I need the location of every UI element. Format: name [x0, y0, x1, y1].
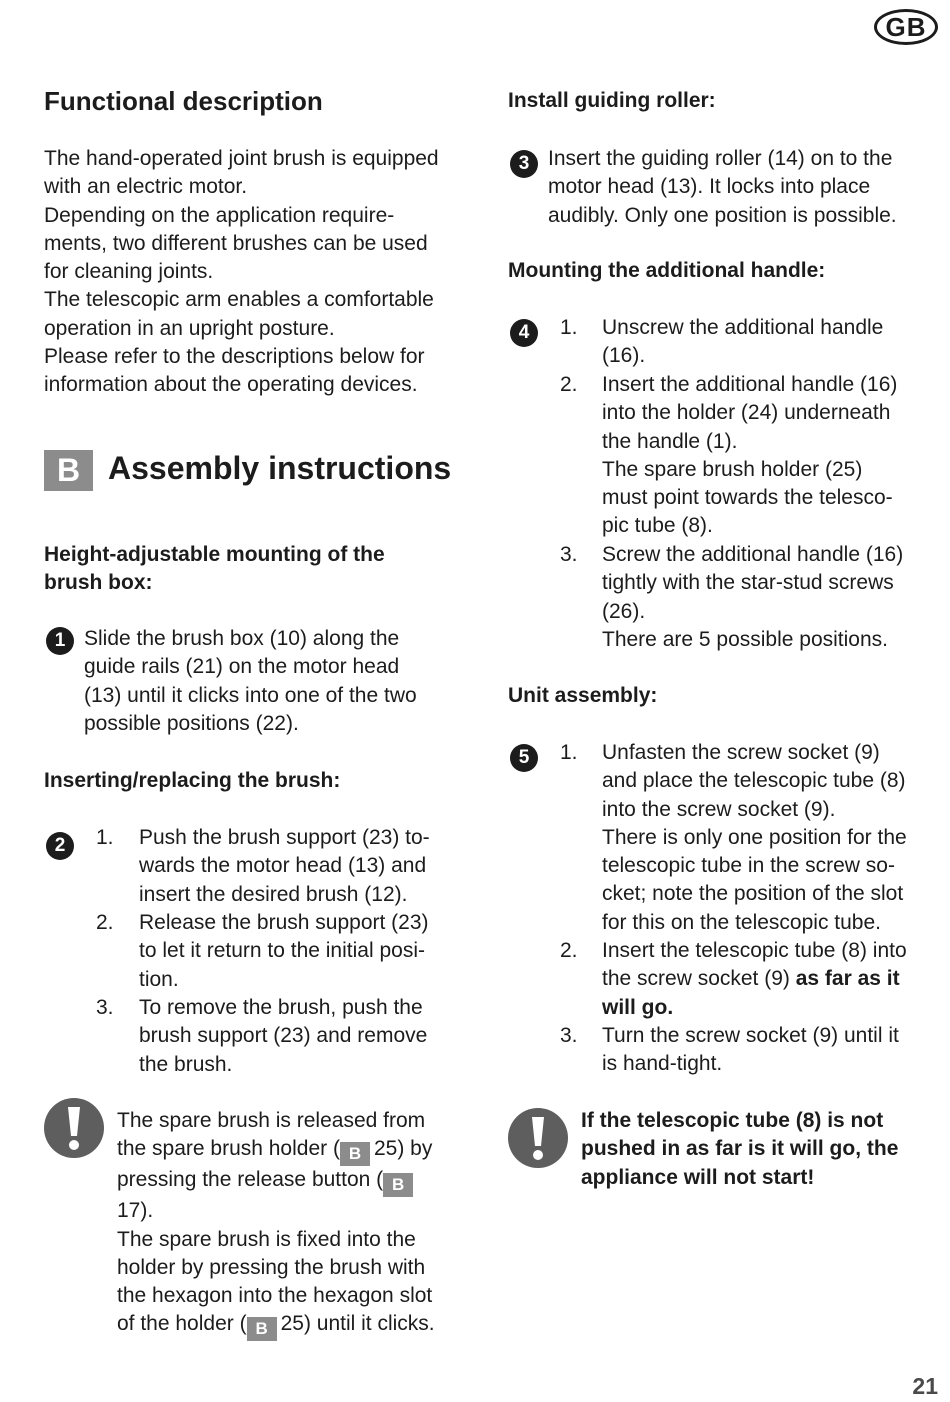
- list-number: 1.: [96, 826, 114, 849]
- text-line: Insert the telescopic tube (8) into: [602, 939, 907, 962]
- list-number: 3.: [96, 996, 114, 1019]
- text-fragment: the spare brush holder (: [117, 1137, 340, 1161]
- list-number: 2.: [96, 911, 114, 934]
- text-fragment: of the holder (: [117, 1312, 247, 1336]
- list-number: 1.: [560, 316, 578, 339]
- list-item-text: [602, 1022, 899, 1079]
- step-4-badge: 4: [510, 319, 538, 347]
- step-3-text: [548, 145, 897, 230]
- text-line: [602, 965, 907, 993]
- text-line: possible positions (22).: [84, 711, 299, 735]
- list-item-text: [139, 909, 429, 994]
- text-line: pushed in as far is it will go, the: [581, 1137, 899, 1161]
- text-fragment: 25) until it clicks.: [280, 1312, 435, 1336]
- text-fragment: the screw socket (9): [602, 967, 796, 991]
- list-item-text: [139, 994, 427, 1079]
- text-line: Unfasten the screw socket (9): [602, 741, 880, 764]
- list-number: 2.: [560, 373, 578, 396]
- text-line: Insert the guiding roller (14) on to the: [548, 147, 893, 170]
- text-line: [117, 1135, 435, 1166]
- list-number: 1.: [560, 741, 578, 764]
- heading-line: Height-adjustable mounting of the: [44, 543, 385, 566]
- step-2-badge: 2: [46, 832, 74, 860]
- emphasis-line: will go.: [602, 995, 674, 1019]
- text-line: The spare brush holder (25): [602, 457, 863, 481]
- heading-line: brush box:: [44, 571, 153, 595]
- step-5-badge: 5: [510, 744, 538, 772]
- text-line: the brush.: [139, 1052, 233, 1076]
- exclamation-warning-icon: [508, 1108, 568, 1168]
- text-line: holder by pressing the brush with: [117, 1255, 426, 1279]
- text-line: (26).: [602, 599, 646, 623]
- text-line: The telescopic arm enables a comfortable: [44, 288, 434, 312]
- text-line: audibly. Only one position is possible.: [548, 203, 897, 227]
- text-line: for this on the telescopic tube.: [602, 910, 881, 934]
- text-line: The spare brush is released from: [117, 1109, 426, 1132]
- list-item-text: [139, 824, 430, 909]
- text-line: brush support (23) and remove: [139, 1024, 428, 1048]
- height-adjustable-title: [44, 541, 385, 598]
- text-line: guide rails (21) on the motor head: [84, 655, 400, 679]
- text-line: Insert the additional handle (16): [602, 373, 898, 396]
- list-item-text: [602, 314, 883, 371]
- text-line: to let it return to the initial posi-: [139, 939, 425, 963]
- page-number: 21: [912, 1373, 938, 1399]
- figure-b-ref-icon: B: [383, 1173, 413, 1197]
- functional-description-text: [44, 145, 484, 400]
- text-line: (16).: [602, 344, 646, 368]
- text-line: Push the brush support (23) to-: [139, 826, 430, 849]
- text-line: To remove the brush, push the: [139, 996, 423, 1019]
- text-line: and place the telescopic tube (8): [602, 769, 906, 793]
- text-line: 17).: [117, 1199, 154, 1223]
- text-line: Unscrew the additional handle: [602, 316, 884, 339]
- text-line: into the holder (24) underneath: [602, 401, 891, 425]
- text-line: If the telescopic tube (8) is not: [581, 1109, 884, 1132]
- text-line: for cleaning joints.: [44, 260, 214, 284]
- text-line: operation in an upright posture.: [44, 316, 335, 340]
- text-line: must point towards the telesco-: [602, 486, 893, 510]
- text-line: tightly with the star-stud screws: [602, 571, 894, 595]
- functional-description-title: Functional description: [44, 86, 323, 116]
- text-line: The spare brush is fixed into the: [117, 1227, 416, 1251]
- step-1-text: [84, 625, 417, 738]
- text-line: into the screw socket (9).: [602, 797, 836, 821]
- step-1-badge: 1: [46, 627, 74, 655]
- text-line: Please refer to the descriptions below for: [44, 345, 425, 369]
- text-line: telescopic tube in the screw so-: [602, 854, 895, 878]
- text-line: Slide the brush box (10) along the: [84, 627, 400, 650]
- text-fragment: 25) by: [373, 1137, 433, 1161]
- region-badge: GB: [874, 9, 938, 45]
- text-fragment: pressing the release button (: [117, 1168, 384, 1192]
- text-line: information about the operating devices.: [44, 373, 418, 397]
- telescopic-tube-warning: [581, 1107, 898, 1192]
- text-line: ments, two different brushes can be used: [44, 231, 428, 255]
- emphasis-text: as far as it: [795, 967, 900, 991]
- list-item-text: [602, 541, 903, 654]
- unit-assembly-title: Unit assembly:: [508, 684, 658, 707]
- list-number: 2.: [560, 939, 578, 962]
- mounting-additional-handle-title: Mounting the additional handle:: [508, 259, 826, 282]
- text-line: pic tube (8).: [602, 514, 713, 538]
- assembly-instructions-title: Assembly instructions: [108, 450, 452, 486]
- list-number: 3.: [560, 1024, 578, 1047]
- step-3-badge: 3: [510, 150, 538, 178]
- text-line: Screw the additional handle (16): [602, 543, 904, 566]
- text-line: (13) until it clicks into one of the two: [84, 683, 417, 707]
- list-item-text: [602, 371, 897, 541]
- exclamation-warning-icon: [44, 1098, 104, 1158]
- text-line: appliance will not start!: [581, 1165, 815, 1189]
- text-line: Release the brush support (23): [139, 911, 429, 934]
- figure-b-ref-icon: B: [340, 1142, 370, 1166]
- text-line: [117, 1310, 435, 1341]
- section-b-box: B: [44, 450, 93, 491]
- text-line: Depending on the application require-: [44, 203, 395, 227]
- spare-brush-note: [117, 1107, 435, 1341]
- text-line: the hexagon into the hexagon slot: [117, 1284, 433, 1308]
- text-line: tion.: [139, 967, 179, 991]
- text-line: with an electric motor.: [44, 175, 248, 199]
- install-guiding-roller-title: Install guiding roller:: [508, 89, 716, 112]
- text-line: insert the desired brush (12).: [139, 882, 408, 906]
- text-line: Turn the screw socket (9) until it: [602, 1024, 899, 1047]
- inserting-replacing-title: Inserting/replacing the brush:: [44, 769, 341, 792]
- text-line: The hand-operated joint brush is equipped: [44, 147, 439, 170]
- figure-b-ref-icon: B: [247, 1317, 277, 1341]
- text-line: the handle (1).: [602, 429, 738, 453]
- list-number: 3.: [560, 543, 578, 566]
- text-line: [117, 1166, 435, 1197]
- list-item-text: [602, 937, 907, 1022]
- text-line: wards the motor head (13) and: [139, 854, 427, 878]
- text-line: is hand-tight.: [602, 1052, 723, 1076]
- list-item-text: [602, 739, 907, 937]
- text-line: There is only one position for the: [602, 825, 907, 849]
- text-line: motor head (13). It locks into place: [548, 175, 871, 199]
- text-line: There are 5 possible positions.: [602, 627, 888, 651]
- text-line: cket; note the position of the slot: [602, 882, 904, 906]
